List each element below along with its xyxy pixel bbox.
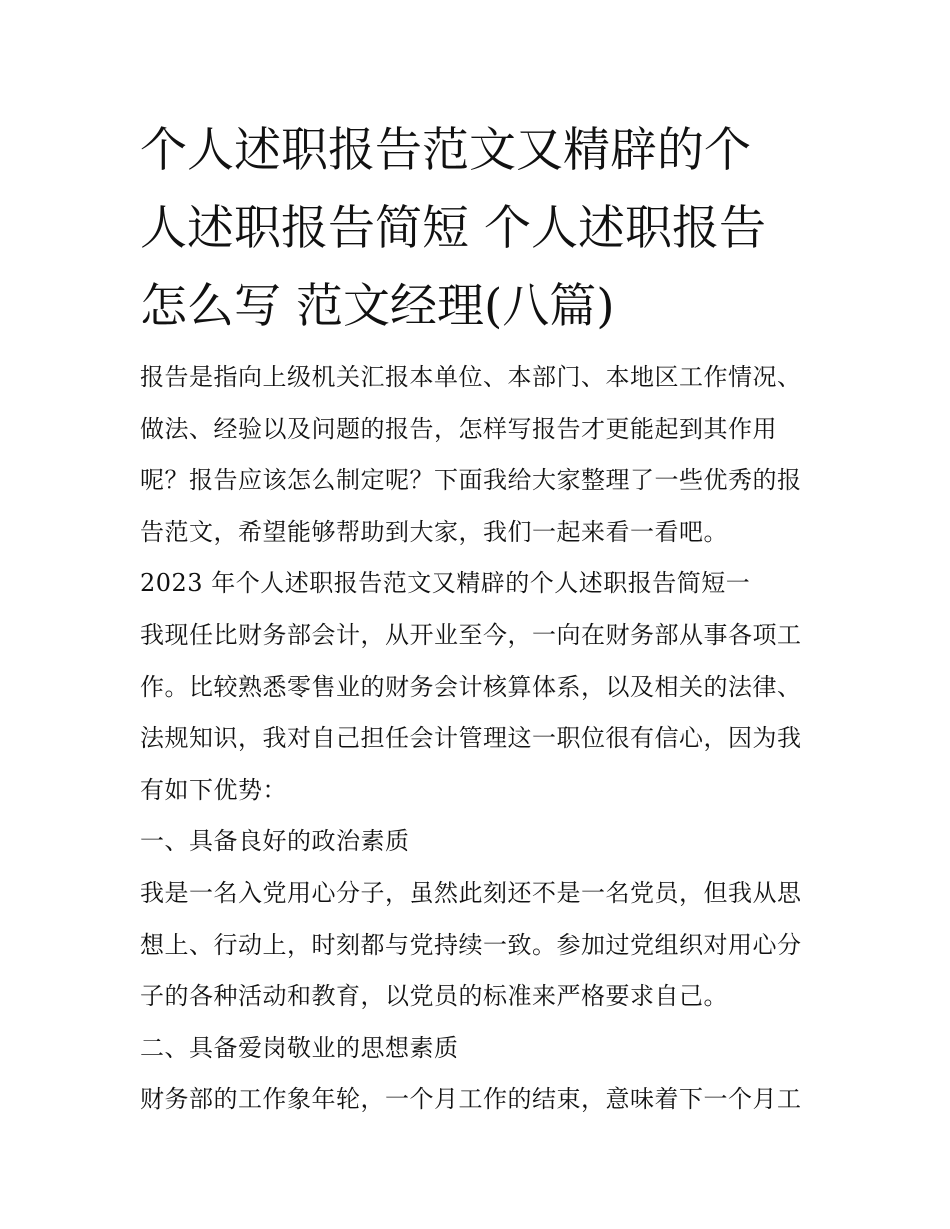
intro-line: 做法、经验以及问题的报告，怎样写报告才更能起到其作用: [140, 414, 777, 443]
paragraph-line: 子的各种活动和教育，以党员的标准来严格要求自己。: [140, 982, 728, 1011]
paragraph-line: 法规知识，我对自己担任会计管理这一职位很有信心，因为我: [140, 724, 802, 753]
paragraph-line: 我是一名入党用心分子，虽然此刻还不是一名党员，但我从思: [140, 878, 802, 907]
title-line: 怎么写 范文经理(八篇): [140, 279, 615, 334]
document-body: [140, 352, 830, 1126]
intro-line: 告范文，希望能够帮助到大家，我们一起来看一看吧。: [140, 517, 728, 546]
section-heading: 2023 年个人述职报告范文又精辟的个人述职报告简短一: [140, 569, 751, 598]
document-title: [140, 112, 820, 346]
paragraph-line: 有如下优势：: [140, 775, 287, 804]
subsection-heading: 二、具备爱岗敬业的思想素质: [140, 1033, 459, 1062]
intro-line: 报告是指向上级机关汇报本单位、本部门、本地区工作情况、: [140, 363, 802, 391]
paragraph-line: 作。比较熟悉零售业的财务会计核算体系，以及相关的法律、: [140, 672, 802, 701]
title-line: 个人述职报告范文又精辟的个: [140, 123, 751, 178]
paragraph-line: 想上、行动上，时刻都与党持续一致。参加过党组织对用心分: [140, 930, 802, 959]
subsection-heading: 一、具备良好的政治素质: [140, 827, 410, 856]
intro-line: 呢？报告应该怎么制定呢？下面我给大家整理了一些优秀的报: [140, 466, 802, 495]
title-line: 人述职报告简短 个人述职报告: [140, 201, 766, 256]
paragraph-line: 财务部的工作象年轮，一个月工作的结束，意味着下一个月工: [140, 1085, 802, 1114]
paragraph-line: 我现任比财务部会计，从开业至今，一向在财务部从事各项工: [140, 620, 802, 649]
